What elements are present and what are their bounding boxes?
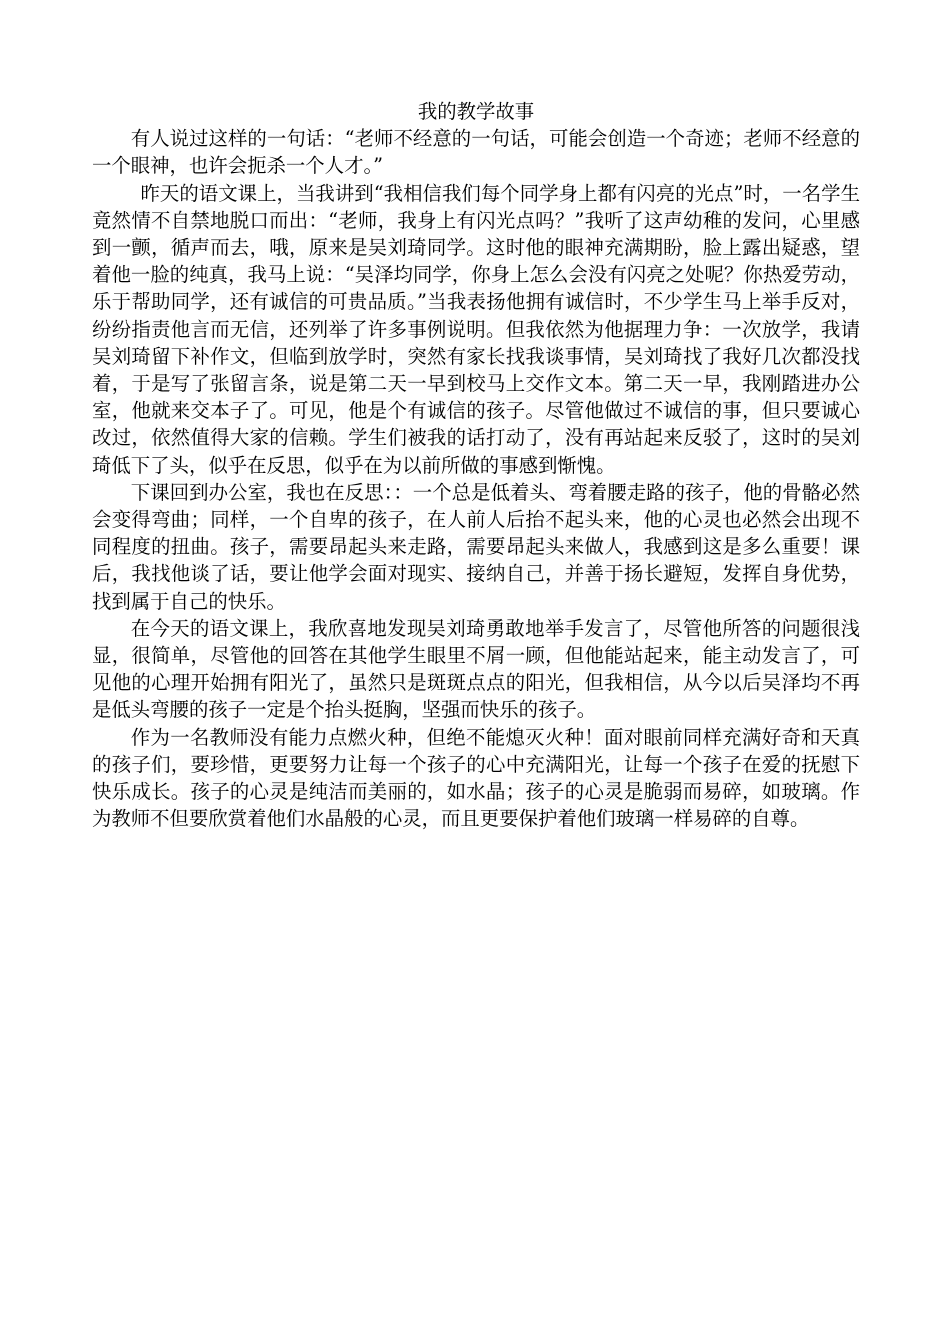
paragraph-3: 下课回到办公室，我也在反思：：一个总是低着头、弯着腰走路的孩子，他的骨骼必然会变得弯曲；同样，一个自卑的孩子，在人前人后抬不起头来，他的心灵也必然会出现不同程度的扭曲。孩子，需要昂起头来走路，需要昂起头来做人，我感到这是多么重要！课后，我找他谈了话，要让他学会面对现实、接纳自己，并善于扬长避短，发挥自身优势，找到属于自己的快乐。 [92, 480, 860, 613]
paragraph-4: 在今天的语文课上，我欣喜地发现吴刘琦勇敢地举手发言了，尽管他所答的问题很浅显，很简单，尽管他的回答在其他学生眼里不屑一顾，但他能站起来，能主动发言了，可见他的心理开始拥有阳光了，虽然只是斑斑点点的阳光，但我相信，从今以后吴泽均不再是低头弯腰的孩子一定是个抬头挺胸，坚强而快乐的孩子。 [92, 616, 860, 722]
document-page [92, 98, 860, 832]
paragraph-2: 昨天的语文课上，当我讲到“我相信我们每个同学身上都有闪亮的光点”时，一名学生竟然情不自禁地脱口而出：“老师，我身上有闪光点吗？”我听了这声幼稚的发问，心里感到一颤，循声而去，哦，原来是吴刘琦同学。这时他的眼神充满期盼，脸上露出疑惑，望着他一脸的纯真，我马上说：“吴泽均同学，你身上怎么会没有闪亮之处呢？你热爱劳动，乐于帮助同学，还有诚信的可贵品质。”当我表扬他拥有诚信时，不少学生马上举手反对，纷纷指责他言而无信，还列举了许多事例说明。但我依然为他据理力争：一次放学，我请吴刘琦留下补作文，但临到放学时，突然有家长找我谈事情，吴刘琦找了我好几次都没找着，于是写了张留言条，说是第二天一早到校马上交作文本。第二天一早，我刚踏进办公室，他就来交本子了。可见，他是个有诚信的孩子。尽管他做过不诚信的事，但只要诚心改过，依然值得大家的信赖。学生们被我的话打动了，没有再站起来反驳了，这时的吴刘琦低下了头，似乎在反思，似乎在为以前所做的事感到惭愧。 [92, 181, 860, 477]
paragraph-1: 有人说过这样的一句话：“老师不经意的一句话，可能会创造一个奇迹；老师不经意的一个眼神，也许会扼杀一个人才。” [92, 127, 860, 178]
paragraph-5: 作为一名教师没有能力点燃火种，但绝不能熄灭火种！面对眼前同样充满好奇和天真的孩子们，要珍惜，更要努力让每一个孩子的心中充满阳光，让每一个孩子在爱的抚慰下快乐成长。孩子的心灵是纯洁而美丽的，如水晶；孩子的心灵是脆弱而易碎，如玻璃。作为教师不但要欣赏着他们水晶般的心灵，而且更要保护着他们玻璃一样易碎的自尊。 [92, 725, 860, 831]
document-title: 我的教学故事 [417, 100, 535, 123]
